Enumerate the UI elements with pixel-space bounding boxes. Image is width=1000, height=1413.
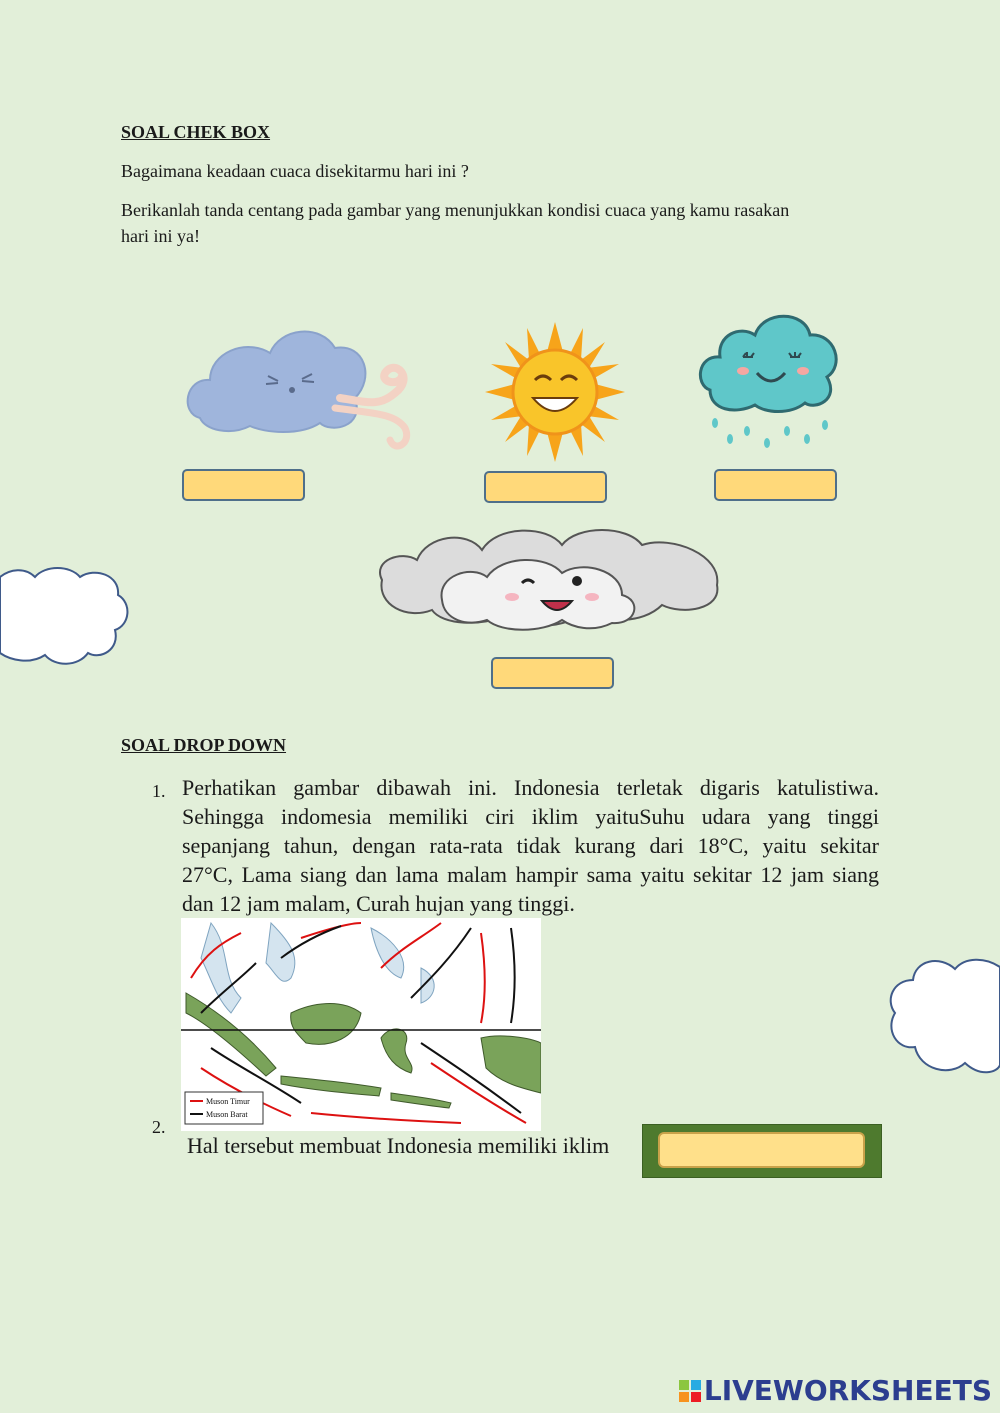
checkbox-windy[interactable]	[182, 469, 305, 501]
decorative-cloud-right-icon	[885, 955, 1000, 1080]
decorative-cloud-left-icon	[0, 565, 132, 669]
checkbox-sunny[interactable]	[484, 471, 607, 503]
cloudy-image	[372, 515, 728, 635]
item-1-line: dan 12 jam malam, Curah hujan yang tinggi.	[182, 891, 575, 916]
checkbox-question: Bagaimana keadaan cuaca disekitarmu hari ini ?	[121, 161, 469, 181]
instruction-line-2: hari ini ya!	[121, 226, 200, 246]
checkbox-cloudy[interactable]	[491, 657, 614, 689]
item-2-text: Hal tersebut membuat Indonesia memiliki iklim	[187, 1133, 610, 1158]
windy-cloud-image	[180, 318, 430, 463]
climate-dropdown[interactable]	[658, 1132, 865, 1168]
legend-muson-timur: Muson Timur	[206, 1097, 250, 1106]
item-2-number: 2.	[152, 1117, 166, 1137]
item-1-line: 27°C, Lama siang dan lama malam hampir sama yaitu sekitar 12 jam siang	[182, 862, 879, 887]
item-1-number: 1.	[152, 781, 166, 801]
sun-image	[485, 322, 625, 462]
liveworksheets-logo	[679, 1374, 992, 1407]
legend-muson-barat: Muson Barat	[206, 1110, 248, 1119]
item-1-line: Sehingga indomesia memiliki ciri iklim yaituSuhu udara yang tinggi	[182, 804, 879, 829]
dropdown-section-heading: SOAL DROP DOWN	[121, 735, 287, 755]
liveworksheets-logo-icon	[679, 1380, 701, 1402]
item-1-paragraph	[182, 773, 879, 918]
dropdown-frame	[642, 1124, 882, 1178]
item-1-line: sepanjang tahun, dengan rata-rata tidak kurang dari 18°C, yaitu sekitar	[182, 833, 879, 858]
monsoon-map-image	[181, 918, 541, 1131]
item-1-line: Perhatikan gambar dibawah ini. Indonesia terletak digaris katulistiwa.	[182, 775, 879, 800]
checkbox-instruction	[121, 197, 881, 249]
instruction-line-1: Berikanlah tanda centang pada gambar yang menunjukkan kondisi cuaca yang kamu rasakan	[121, 200, 790, 220]
checkbox-section-heading: SOAL CHEK BOX	[121, 122, 271, 142]
liveworksheets-logo-text: LIVEWORKSHEETS	[703, 1374, 992, 1407]
rain-cloud-image	[695, 305, 845, 453]
checkbox-rainy[interactable]	[714, 469, 837, 501]
